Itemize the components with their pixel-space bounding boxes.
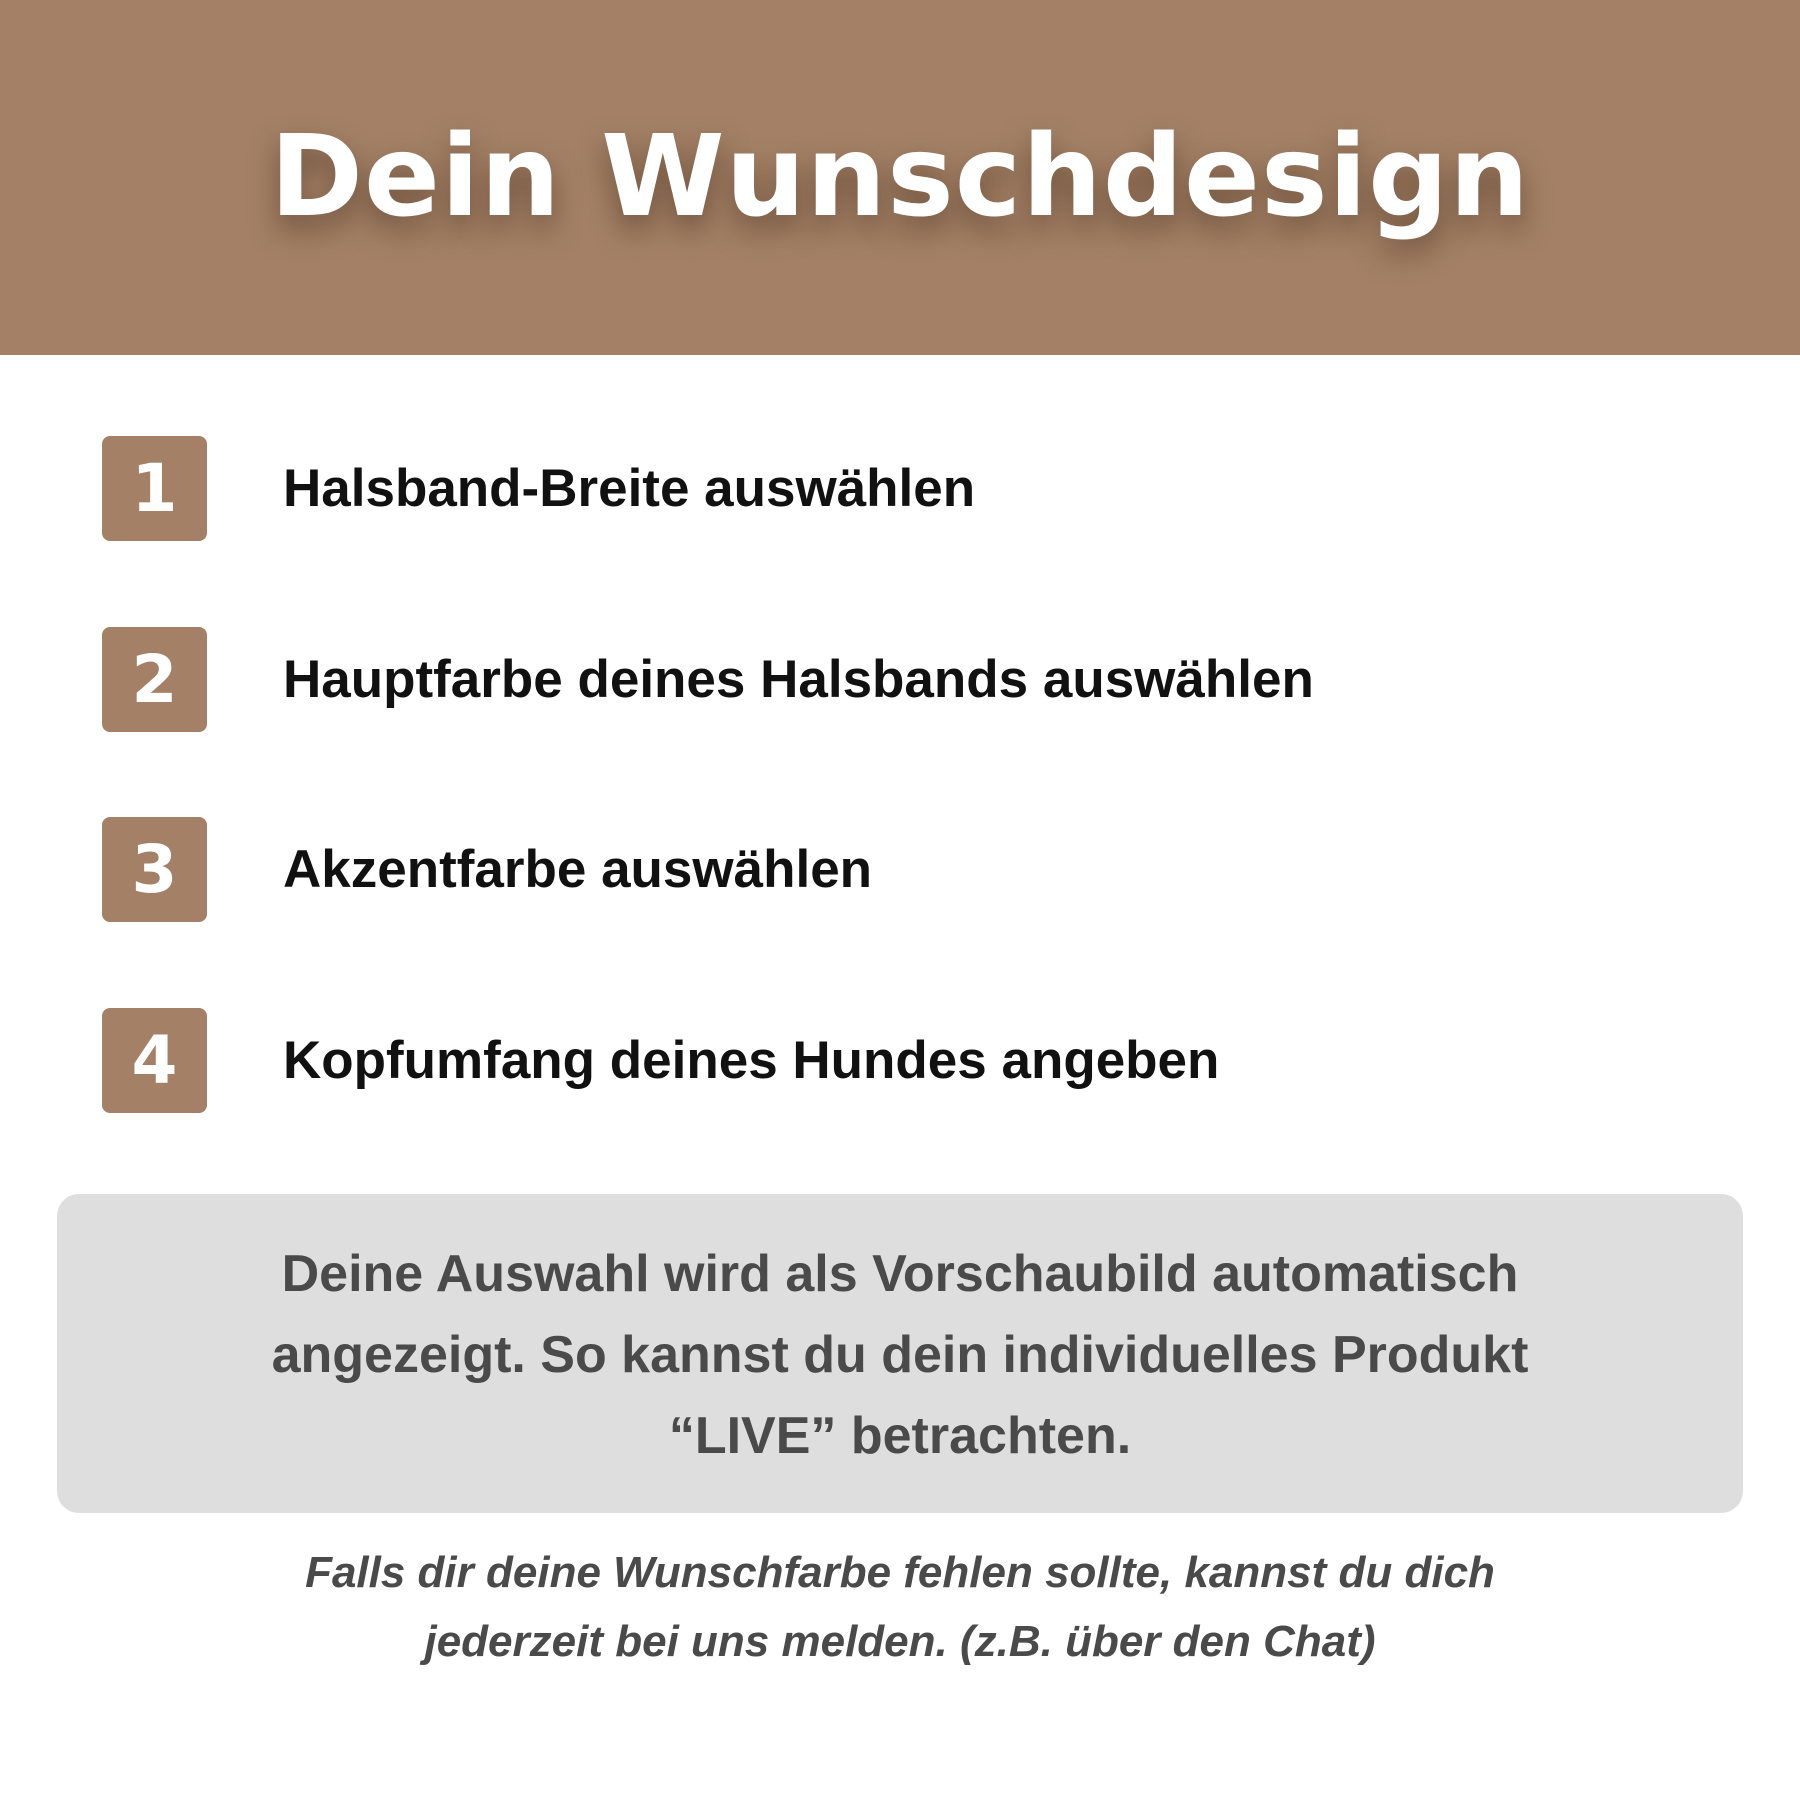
note-line: jederzeit bei uns melden. (z.B. über den Chat) xyxy=(424,1617,1376,1666)
footer-note xyxy=(0,1538,1800,1676)
header-banner xyxy=(0,0,1800,355)
info-box xyxy=(57,1194,1743,1513)
info-line: Deine Auswahl wird als Vorschaubild automatisch xyxy=(281,1245,1519,1303)
step-label: Akzentfarbe auswählen xyxy=(283,840,873,899)
step-number-badge: 1 xyxy=(102,436,207,541)
note-line: Falls dir deine Wunschfarbe fehlen sollte, kannst du dich xyxy=(305,1548,1495,1597)
step-number-badge: 2 xyxy=(102,627,207,732)
step-item-4 xyxy=(102,1008,1702,1113)
info-line: angezeigt. So kannst du dein individuelles Produkt xyxy=(271,1326,1529,1384)
info-text xyxy=(57,1234,1743,1477)
info-line: “LIVE” betrachten. xyxy=(668,1407,1132,1465)
step-label: Halsband-Breite auswählen xyxy=(283,459,976,518)
step-item-2 xyxy=(102,627,1702,732)
step-item-1 xyxy=(102,436,1702,541)
step-number-badge: 4 xyxy=(102,1008,207,1113)
page-title: Dein Wunschdesign xyxy=(270,112,1530,242)
step-label: Kopfumfang deines Hundes angeben xyxy=(283,1031,1220,1090)
step-item-3 xyxy=(102,817,1702,922)
step-number-badge: 3 xyxy=(102,817,207,922)
step-label: Hauptfarbe deines Halsbands auswählen xyxy=(283,650,1314,709)
